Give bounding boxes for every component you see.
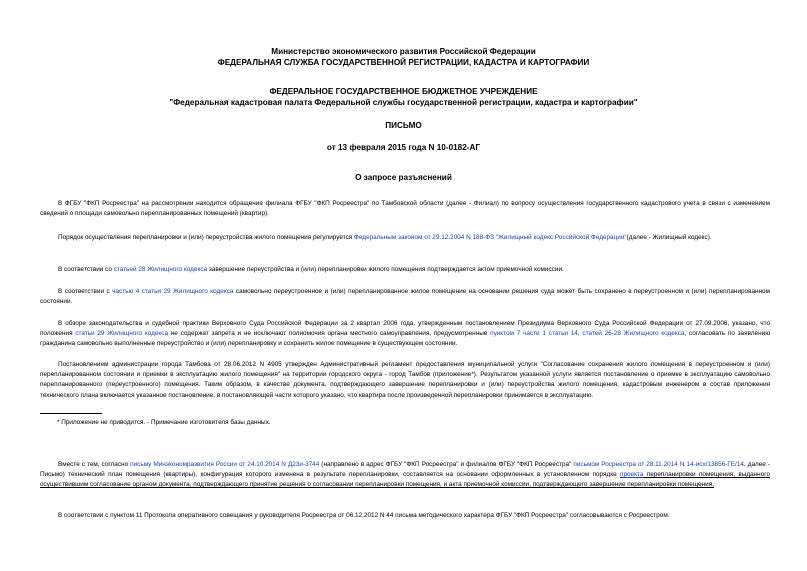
- footnote-divider: [40, 413, 102, 414]
- document-date: от 13 февраля 2015 года N 10-0182-АГ: [326, 143, 481, 152]
- law-188-fz-link[interactable]: Федеральным законом от 29.12.2004 N 188-ФЗ "Жилищный кодекс Российской Федерации": [354, 234, 627, 241]
- paragraph-7: Вместе с тем, согласно письму Минэкономразвития России от 24.10.2014 N Д23и-3744 (направлено в адрес ФГБУ "ФКП Росреестра" и филиалов ФГБУ "ФКП Росреестра" письмом Росреестра от 28.11.2014 N 14-исх/13856-ГЕ/14, далее - Письмо) технический план помещения (квартиры), конфигурация которого изменена в результате перепланировки, составляется на основании оформленных в установленном порядке проекта перепланировки помещения, выданного осуществившим согласование органом документа, подтверждающего принятие решения о согласовании перепланировки помещения, и акта приемочной комиссии, подтверждающего завершение перепланировки помещения.: [40, 461, 771, 489]
- paragraph-8: В соответствии с пунктом 11 Протокола оперативного совещания у руководителя Росреестра от 06.12.2012 N 44 письма методического характера ФГБУ "ФКП Росреестра" согласовываются с Росреестром.: [58, 512, 670, 519]
- project-link[interactable]: проекта: [620, 471, 644, 479]
- paragraph-1: В ФГБУ "ФКП Росреестра" на рассмотрении находится обращение филиала ФГБУ "ФКП Росреестра" по Тамбовской области (далее - Филиал) по вопросу осуществления государственного кадастрового учета в связи с изменением сведений о площади самовольно перепланированных помещений (квартир).: [40, 200, 770, 218]
- ministry-heading: Министерство экономического развития Российской Федерации: [271, 47, 536, 56]
- article-29-link[interactable]: статьи 29 Жилищного кодекса: [75, 330, 169, 338]
- paragraph-5: В обзоре законодательства и судебной практики Верховного Суда Российской Федерации за 2 квартал 2006 года, утвержденным постановлением Президиума Верховного Суда Российской Федерации от 27.09.2006, указано, что положения статьи 29 Жилищного кодекса не содержат запрета и не исключают полномочия органа местного самоуправления, предусмотренные пунктом 7 части 1 статьи 14, статей 26-28 Жилищного кодекса, согласовать по заявлению гражданина самовольно выполненные переустройство и (или) перепланировку и сохранить жилое помещение в существующем состоянии.: [40, 320, 770, 348]
- paragraph-2: Порядок осуществления перепланировки и (или) переустройства жилого помещения регулируется Федеральным законом от 29.12.2004 N 188-ФЗ "Жилищный кодекс Российской Федерации"(далее - Жилищный кодекс).: [58, 234, 712, 241]
- service-heading: ФЕДЕРАЛЬНАЯ СЛУЖБА ГОСУДАРСТВЕННОЙ РЕГИСТРАЦИИ, КАДАСТРА И КАРТОГРАФИИ: [217, 58, 590, 67]
- rosreestr-letter-link[interactable]: письмом Росреестра от 28.11.2014 N 14-исх/13856-ГЕ/14: [573, 461, 744, 468]
- paragraph-3: В соответствии со статьей 28 Жилищного кодекса завершение переустройства и (или) перепланировки жилого помещения подтверждается актом приемочной комиссии.: [58, 266, 564, 273]
- footnote: * Приложение не приводится. - Примечание изготовителя базы данных.: [57, 419, 271, 426]
- document-subject: О запросе разъяснений: [355, 173, 452, 182]
- article-29-part-4-link[interactable]: частью 4 статьи 29 Жилищного кодекса: [112, 288, 234, 295]
- paragraph-4: В соответствии с частью 4 статьи 29 Жилищного кодекса самовольно переустроенное и (или) перепланированное жилое помещение на основании решения суда может быть сохранено в переустроенном и (или) перепланированном состоянии.: [40, 288, 770, 306]
- articles-26-28-link[interactable]: статей 26-28 Жилищного кодекса: [582, 330, 685, 338]
- article-28-link[interactable]: статьей 28 Жилищного кодекса: [113, 266, 208, 273]
- institution-name: "Федеральная кадастровая палата Федеральной службы государственной регистрации, кадастра и картографии": [169, 98, 638, 107]
- mineconom-letter-link[interactable]: письму Минэкономразвития России от 24.10.2014 N Д23и-3744: [130, 461, 320, 468]
- article-14-clause-7-link[interactable]: пунктом 7 части 1 статьи 14: [490, 330, 578, 338]
- document-type: ПИСЬМО: [385, 121, 422, 130]
- institution-heading: ФЕДЕРАЛЬНОЕ ГОСУДАРСТВЕННОЕ БЮДЖЕТНОЕ УЧРЕЖДЕНИЕ: [269, 87, 538, 96]
- paragraph-6: Постановлением администрации города Тамбова от 28.06.2012 N 4905 утвержден Административный регламент предоставления муниципальной услуги "Согласование сохранения жилого помещения в переустроенном и (или) перепланированном состоянии и приемки в эксплуатацию жилого помещения" на территории городского округа - город Тамбов (приложение*). Результатом указанной услуги является постановление о приемке в эксплуатацию самовольно перепланированного (переустроенного) помещения. Таким образом, в качестве документа, подтверждающего завершение перепланировки и (или) переустройства жилого помещения, кадастровым инженером в состав приложения технического плана включается указанное постановление, в постановляющей части которого указано, что квартира после произведенной перепланировки принимается в эксплуатацию.: [40, 361, 770, 399]
